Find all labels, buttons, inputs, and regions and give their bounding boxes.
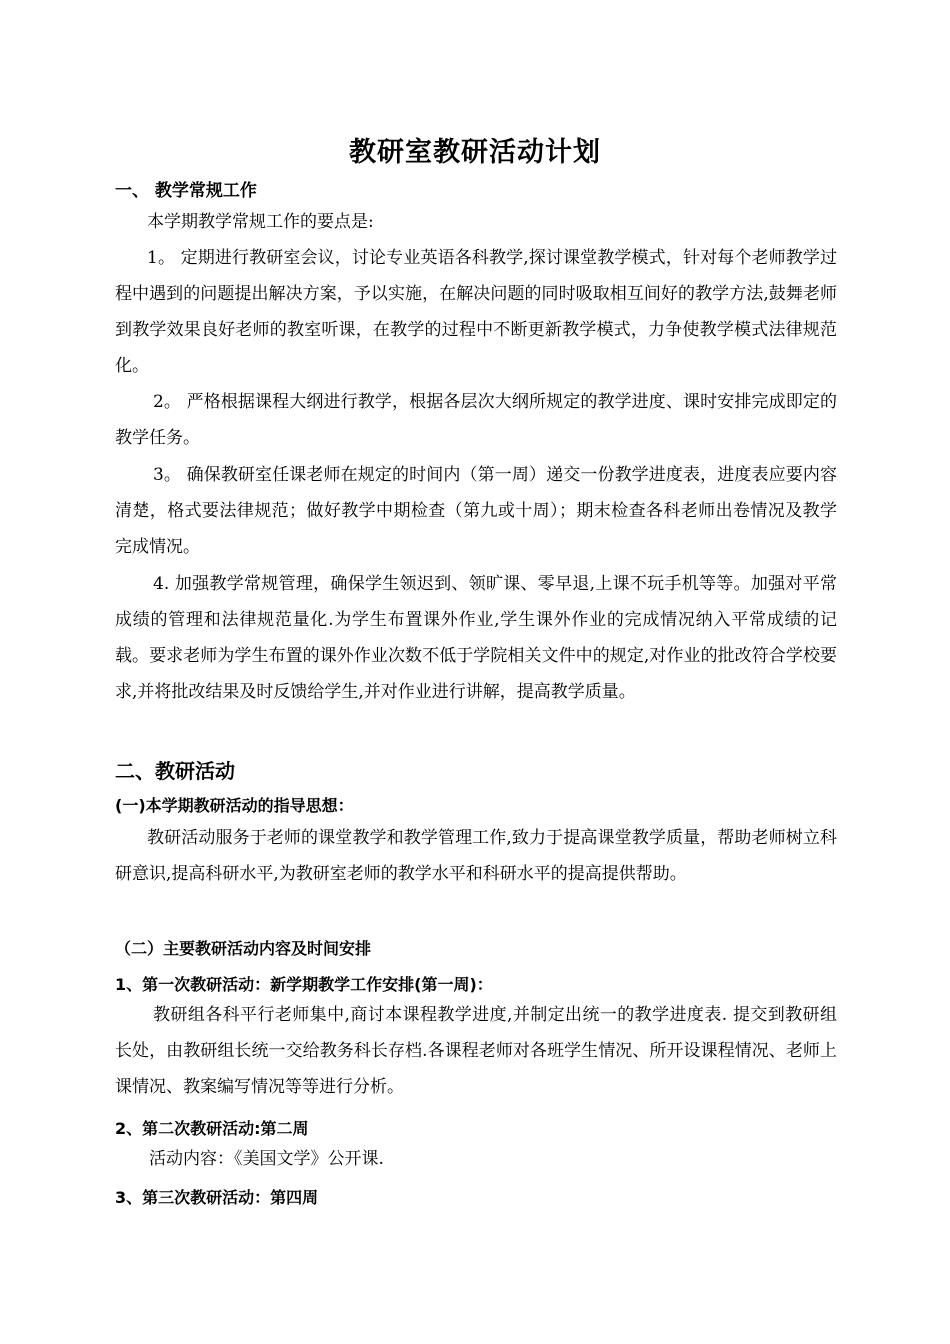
section-heading-routine: 一、 教学常规工作	[115, 181, 257, 201]
activity-1-text: 教研组各科平行老师集中,商讨本课程教学进度,并制定出统一的教学进度表. 提交到教研组长处，由教研组长统一交给教务科长存档.各课程老师对各班学生情况、所开设课程情况、老师上课情况、教案编写情况等等进行分析。	[115, 1005, 837, 1097]
activity-2-heading: 2、第二次教研活动:第二周	[115, 1119, 309, 1138]
sub-heading-guiding-thought: (一)本学期教研活动的指导思想：	[115, 796, 354, 815]
section1-intro: 本学期教学常规工作的要点是:	[147, 212, 374, 232]
activity-3-heading: 3、第三次教研活动：第四周	[115, 1188, 319, 1207]
routine-item-1: 1。 定期进行教研室会议，讨论专业英语各科教学,探讨课堂教学模式，针对每个老师教学过程中遇到的问题提出解决方案，予以实施，在解决问题的同时吸取相互间好的教学方法,鼓舞老师到教学效果良好老师的教室听课，在教学的过程中不断更新教学模式，力争使教学模式法律规范化。	[115, 248, 837, 376]
routine-item-4: 4. 加强教学常规管理，确保学生领迟到、领旷课、零早退,上课不玩手机等等。加强对平常成绩的管理和法律规范量化.为学生布置课外作业,学生课外作业的完成情况纳入平常成绩的记载。要求老师为学生布置的课外作业次数不低于学院相关文件中的规定,对作业的批改符合学校要求,并将批改结果及时反馈给学生,并对作业进行讲解，提高教学质量。	[115, 574, 837, 702]
activity-1-heading: 1、第一次教研活动：新学期教学工作安排(第一周)：	[115, 975, 493, 994]
routine-item-3: 3。 确保教研室任课老师在规定的时间内（第一周）递交一份教学进度表，进度表应要内容清楚，格式要法律规范；做好教学中期检查（第九或十周）；期末检查各科老师出卷情况及教学完成情况。	[115, 465, 837, 557]
routine-item-2: 2。 严格根据课程大纲进行教学，根据各层次大纲所规定的教学进度、课时安排完成即定的教学任务。	[115, 392, 837, 448]
document-title: 教研室教研活动计划	[349, 137, 601, 168]
activity-2-text: 活动内容：《美国文学》公开课.	[149, 1149, 384, 1169]
sub-heading-schedule: （二）主要教研活动内容及时间安排	[115, 939, 372, 958]
guiding-thought-text: 教研活动服务于老师的课堂教学和教学管理工作,致力于提高课堂教学质量，帮助老师树立科研意识,提高科研水平,为教研室老师的教学水平和科研水平的提高提供帮助。	[115, 828, 837, 884]
section-heading-activities: 二、教研活动	[115, 759, 235, 783]
